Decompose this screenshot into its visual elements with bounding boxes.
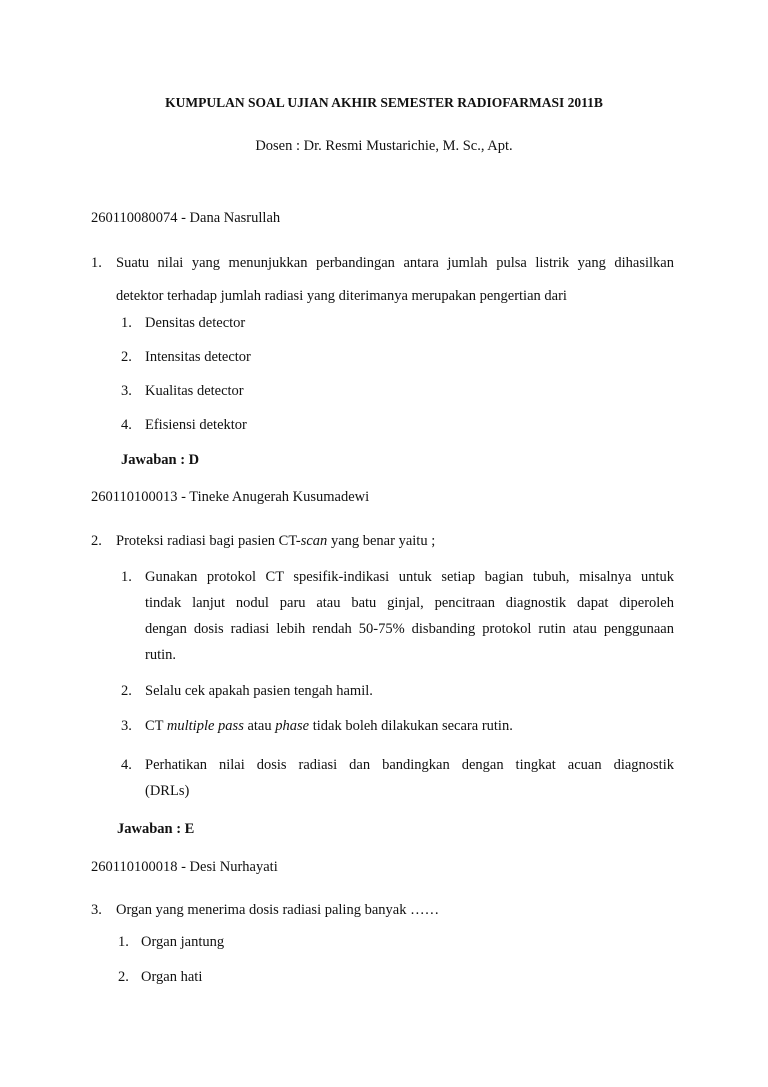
q1-number: 1.: [91, 255, 102, 271]
q3-option-num: 1.: [118, 934, 129, 950]
q3-option-2: Organ hati: [141, 969, 203, 985]
q1-option-3: Kualitas detector: [145, 383, 244, 399]
q2-option-3: [145, 717, 513, 735]
text: CT: [145, 718, 167, 734]
q3-option-num: 2.: [118, 969, 129, 985]
q2-option-1-line3: dengan dosis radiasi lebih rendah 50-75% disbanding protokol rutin atau penggunaan: [145, 621, 674, 637]
q2-number: 2.: [91, 533, 102, 549]
q1-option-1: Densitas detector: [145, 315, 246, 331]
q2-option-4-line2: (DRLs): [145, 783, 190, 799]
q3-number: 3.: [91, 902, 102, 918]
q2-option-4-line1: Perhatikan nilai dosis radiasi dan bandingkan dengan tingkat acuan diagnostik: [145, 757, 674, 773]
q2-option-1-line1: Gunakan protokol CT spesifik-indikasi untuk setiap bagian tubuh, misalnya untuk: [145, 569, 674, 585]
q3-author: 260110100018 - Desi Nurhayati: [91, 859, 278, 875]
q2-option-1-line4: rutin.: [145, 647, 177, 663]
q2-option-num: 4.: [121, 757, 132, 773]
q3-option-1: Organ jantung: [141, 934, 225, 950]
q2-option-num: 1.: [121, 569, 132, 585]
q2-text-a: Proteksi radiasi bagi pasien CT-: [116, 533, 301, 549]
text: atau: [243, 718, 276, 734]
q1-option-2: Intensitas detector: [145, 349, 251, 365]
q1-option-num: 4.: [121, 417, 132, 433]
q3-text: Organ yang menerima dosis radiasi paling banyak ……: [116, 902, 440, 918]
q2-option-num: 3.: [121, 718, 132, 734]
q1-option-num: 2.: [121, 349, 132, 365]
q2-option-num: 2.: [121, 683, 132, 699]
q2-author: 260110100013 - Tineke Anugerah Kusumadewi: [91, 489, 370, 505]
q1-author: 260110080074 - Dana Nasrullah: [91, 210, 281, 226]
q2-option-1-line2: tindak lanjut nodul paru atau batu ginjal, pencitraan diagnostik dapat diperoleh: [145, 595, 674, 611]
q2-text-italic: scan: [300, 533, 328, 549]
text: tidak boleh dilakukan secara rutin.: [309, 718, 513, 734]
q1-option-4: Efisiensi detektor: [145, 417, 247, 433]
q2-answer: Jawaban : E: [117, 821, 195, 837]
text-italic: multiple pass: [166, 718, 244, 734]
q1-option-num: 1.: [121, 315, 132, 331]
q1-text-line1: Suatu nilai yang menunjukkan perbandingan antara jumlah pulsa listrik yang dihasilkan: [116, 255, 674, 271]
q1-answer: Jawaban : D: [121, 452, 200, 468]
q1-text-line2: detektor terhadap jumlah radiasi yang diterimanya merupakan pengertian dari: [116, 288, 567, 304]
text-italic: phase: [275, 718, 310, 734]
q2-option-2: Selalu cek apakah pasien tengah hamil.: [145, 683, 373, 699]
document-title: KUMPULAN SOAL UJIAN AKHIR SEMESTER RADIOFARMASI 2011B: [165, 95, 603, 110]
q1-option-num: 3.: [121, 383, 132, 399]
lecturer-line: Dosen : Dr. Resmi Mustarichie, M. Sc., Apt.: [255, 138, 513, 154]
q2-text: [116, 532, 435, 550]
q2-text-c: yang benar yaitu ;: [327, 533, 436, 549]
